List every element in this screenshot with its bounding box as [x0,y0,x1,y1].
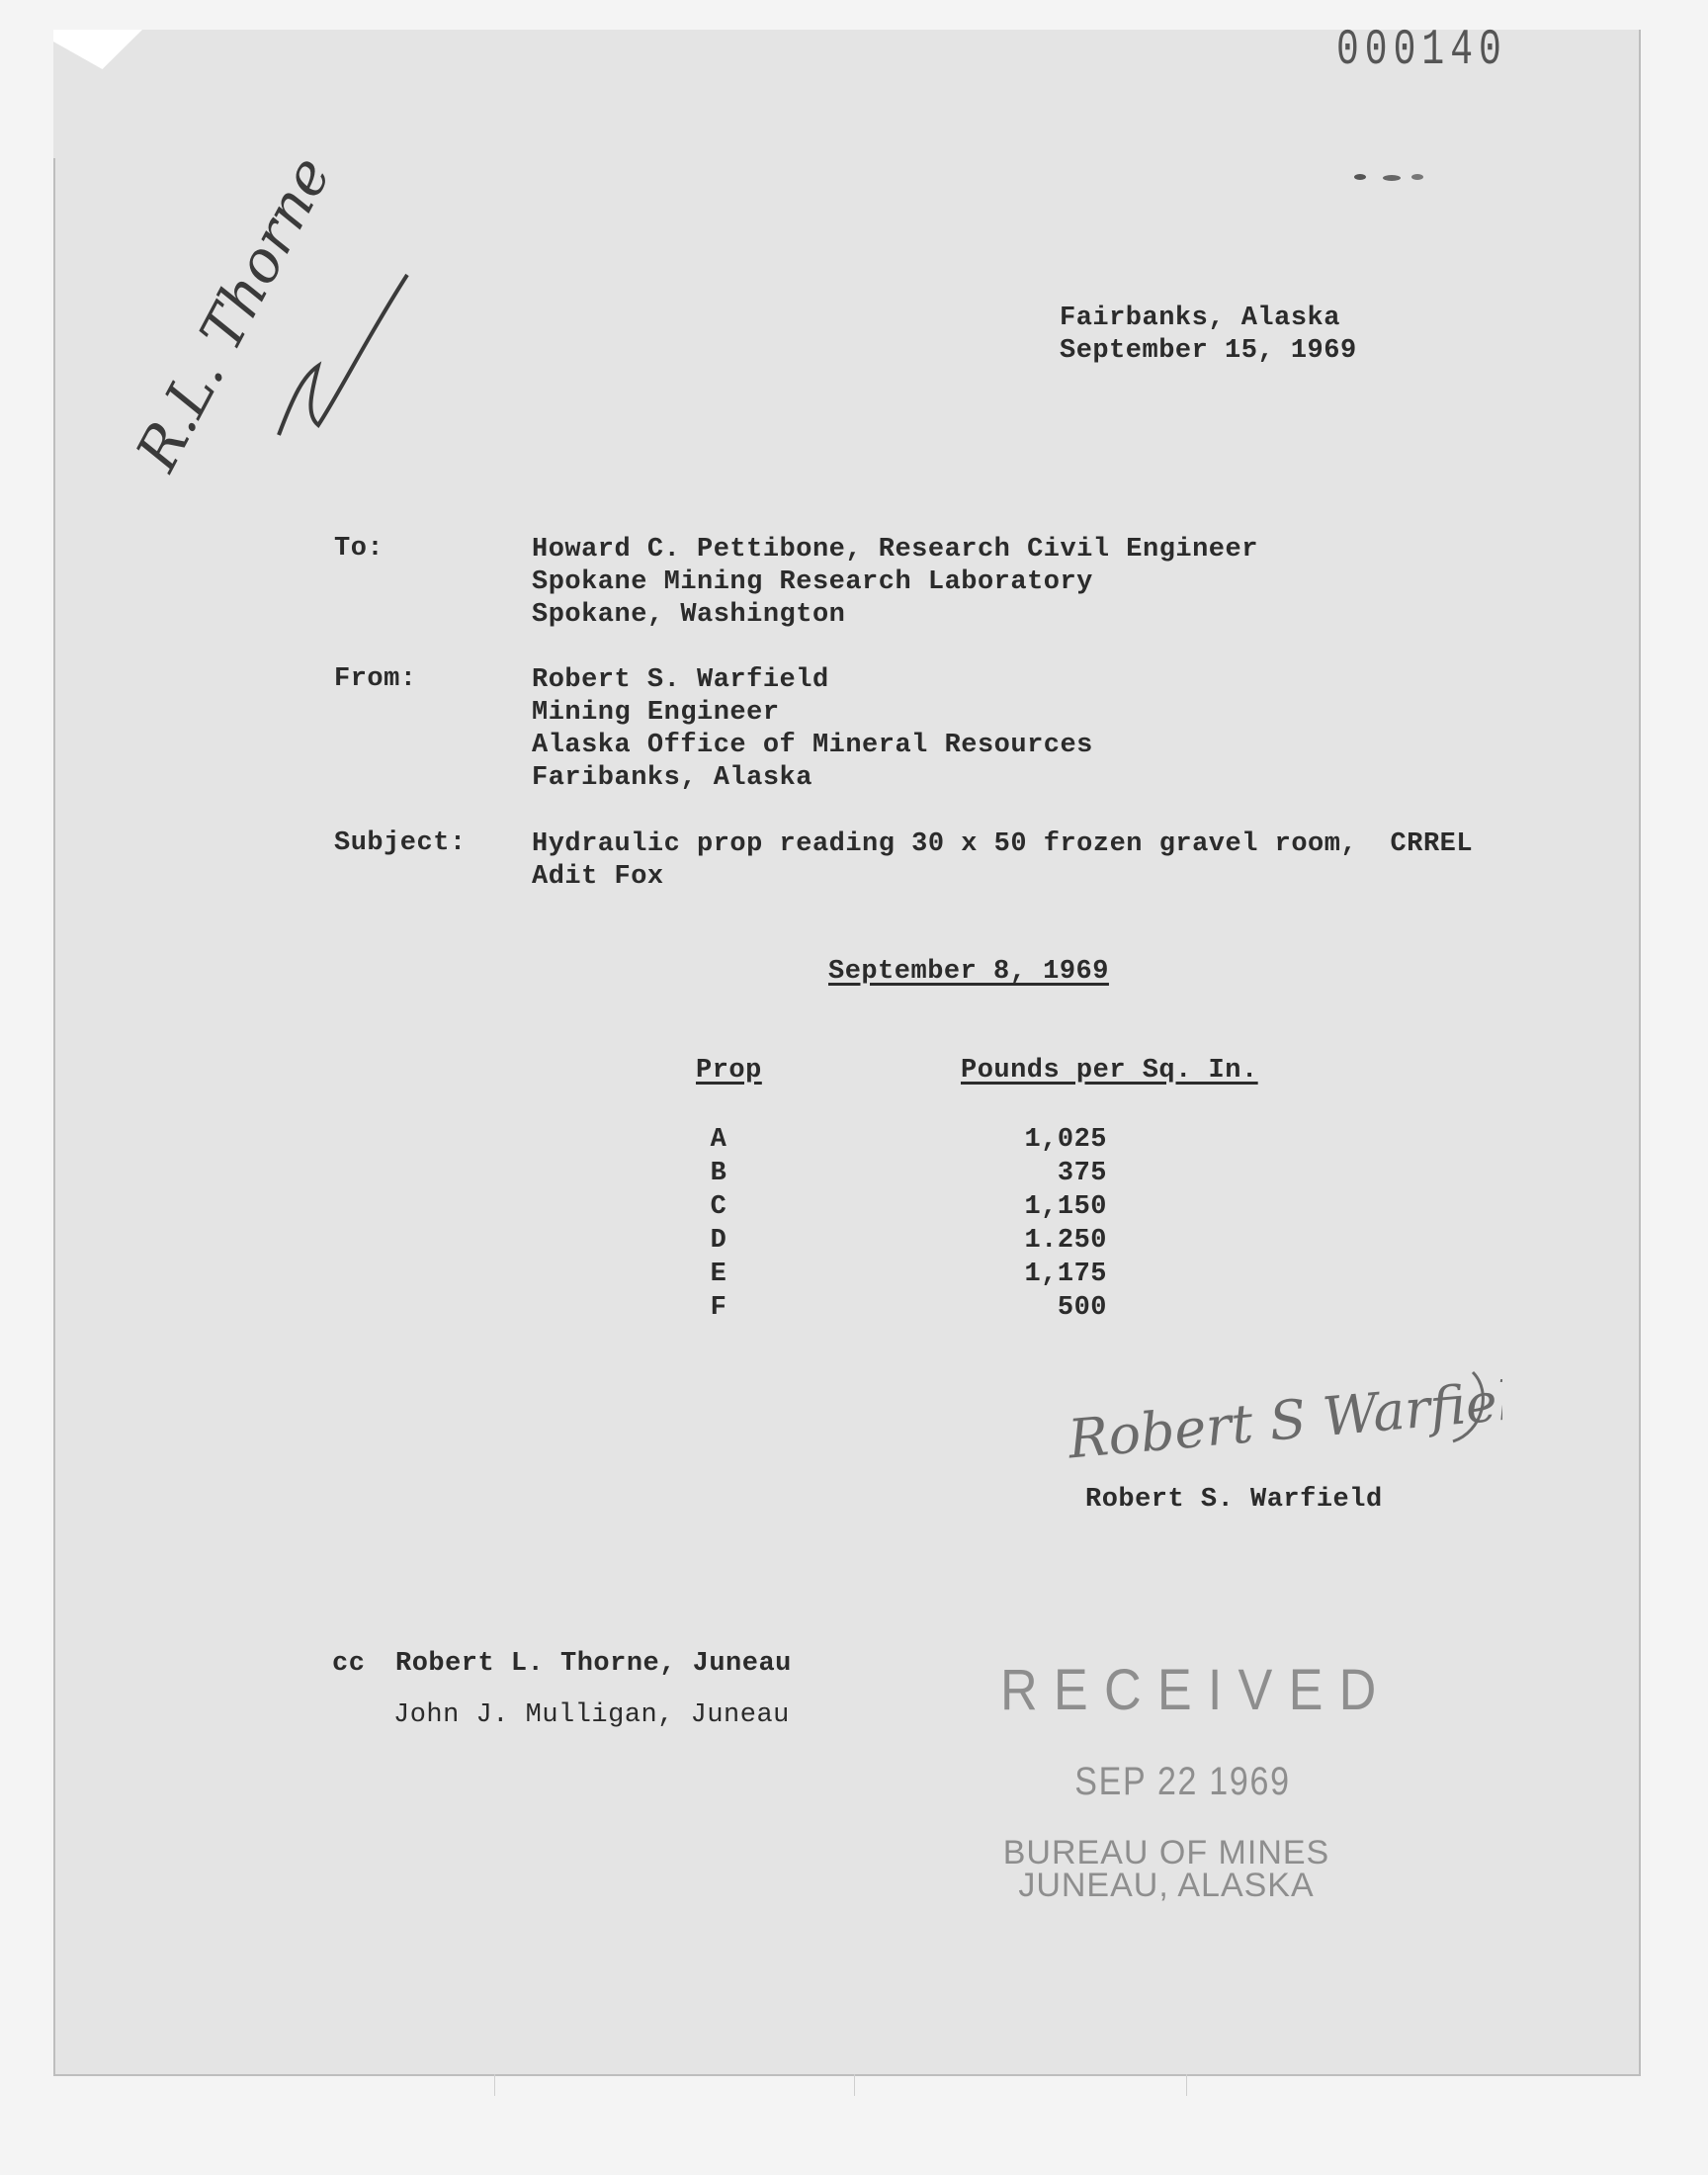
subject-line: Adit Fox [532,862,664,892]
table-cell-psi: 375 [1057,1159,1107,1188]
letter-heading-place-date [1060,303,1357,368]
cc-line: Robert L. Thorne, Juneau [395,1649,792,1679]
signature-handwritten [1058,1362,1502,1471]
to-label: To: [334,534,384,564]
cc-line: John J. Mulligan, Juneau [393,1700,790,1730]
to-block [532,534,1258,632]
place: Fairbanks, Alaska [1060,304,1340,333]
page-edge [53,158,55,2074]
cc-label: cc [332,1649,366,1679]
table-cell-prop: F [710,1293,727,1323]
margin-note-handwritten [130,148,427,484]
table-cell-prop: C [710,1192,727,1222]
table-cell-prop: B [710,1159,727,1188]
received-stamp [1000,1657,1392,1723]
margin-note-text: R.L. Thorne [130,148,344,481]
prop-column [698,1123,739,1325]
subject-label: Subject: [334,828,467,858]
from-label: From: [334,664,417,694]
table-cell-prop: A [710,1125,727,1155]
table-cell-prop: E [710,1260,727,1289]
stamp-received-text: RECEIVED [1000,1658,1393,1722]
stamp-bureau-line: JUNEAU, ALASKA [1018,1867,1315,1904]
from-line: Faribanks, Alaska [532,763,812,793]
table-cell-psi: 1,025 [1024,1125,1107,1155]
from-line: Robert S. Warfield [532,665,829,695]
document-number: 000140 [1336,22,1507,80]
from-block [532,664,1093,795]
table-cell-psi: 500 [1057,1293,1107,1323]
letter-date: September 15, 1969 [1060,336,1357,366]
stamp-date: SEP 22 1969 [1074,1760,1291,1803]
table-cell-psi: 1,175 [1024,1260,1107,1289]
to-line: Spokane, Washington [532,600,846,630]
reading-date: September 8, 1969 [828,957,1109,987]
stamp-bureau [969,1834,1364,1904]
to-line: Howard C. Pettibone, Research Civil Engineer [532,535,1258,565]
table-cell-psi: 1,150 [1024,1192,1107,1222]
smudge [1346,170,1431,180]
table-cell-psi: 1.250 [1024,1226,1107,1256]
table-cell-prop: D [710,1226,727,1256]
to-line: Spokane Mining Research Laboratory [532,567,1093,597]
signature-name: Robert S. Warfield [1085,1485,1383,1515]
subject-line: Hydraulic prop reading 30 x 50 frozen gravel room, CRREL [532,829,1474,859]
psi-column [961,1123,1107,1325]
table-header-prop: Prop [696,1056,762,1086]
table-header-psi: Pounds per Sq. In. [961,1056,1258,1086]
from-line: Mining Engineer [532,698,780,728]
signature-script: Robert S Warfield [1066,1366,1502,1471]
subject-block [532,828,1473,894]
stamp-bureau-line: BUREAU OF MINES [1002,1834,1330,1871]
from-line: Alaska Office of Mineral Resources [532,731,1093,760]
